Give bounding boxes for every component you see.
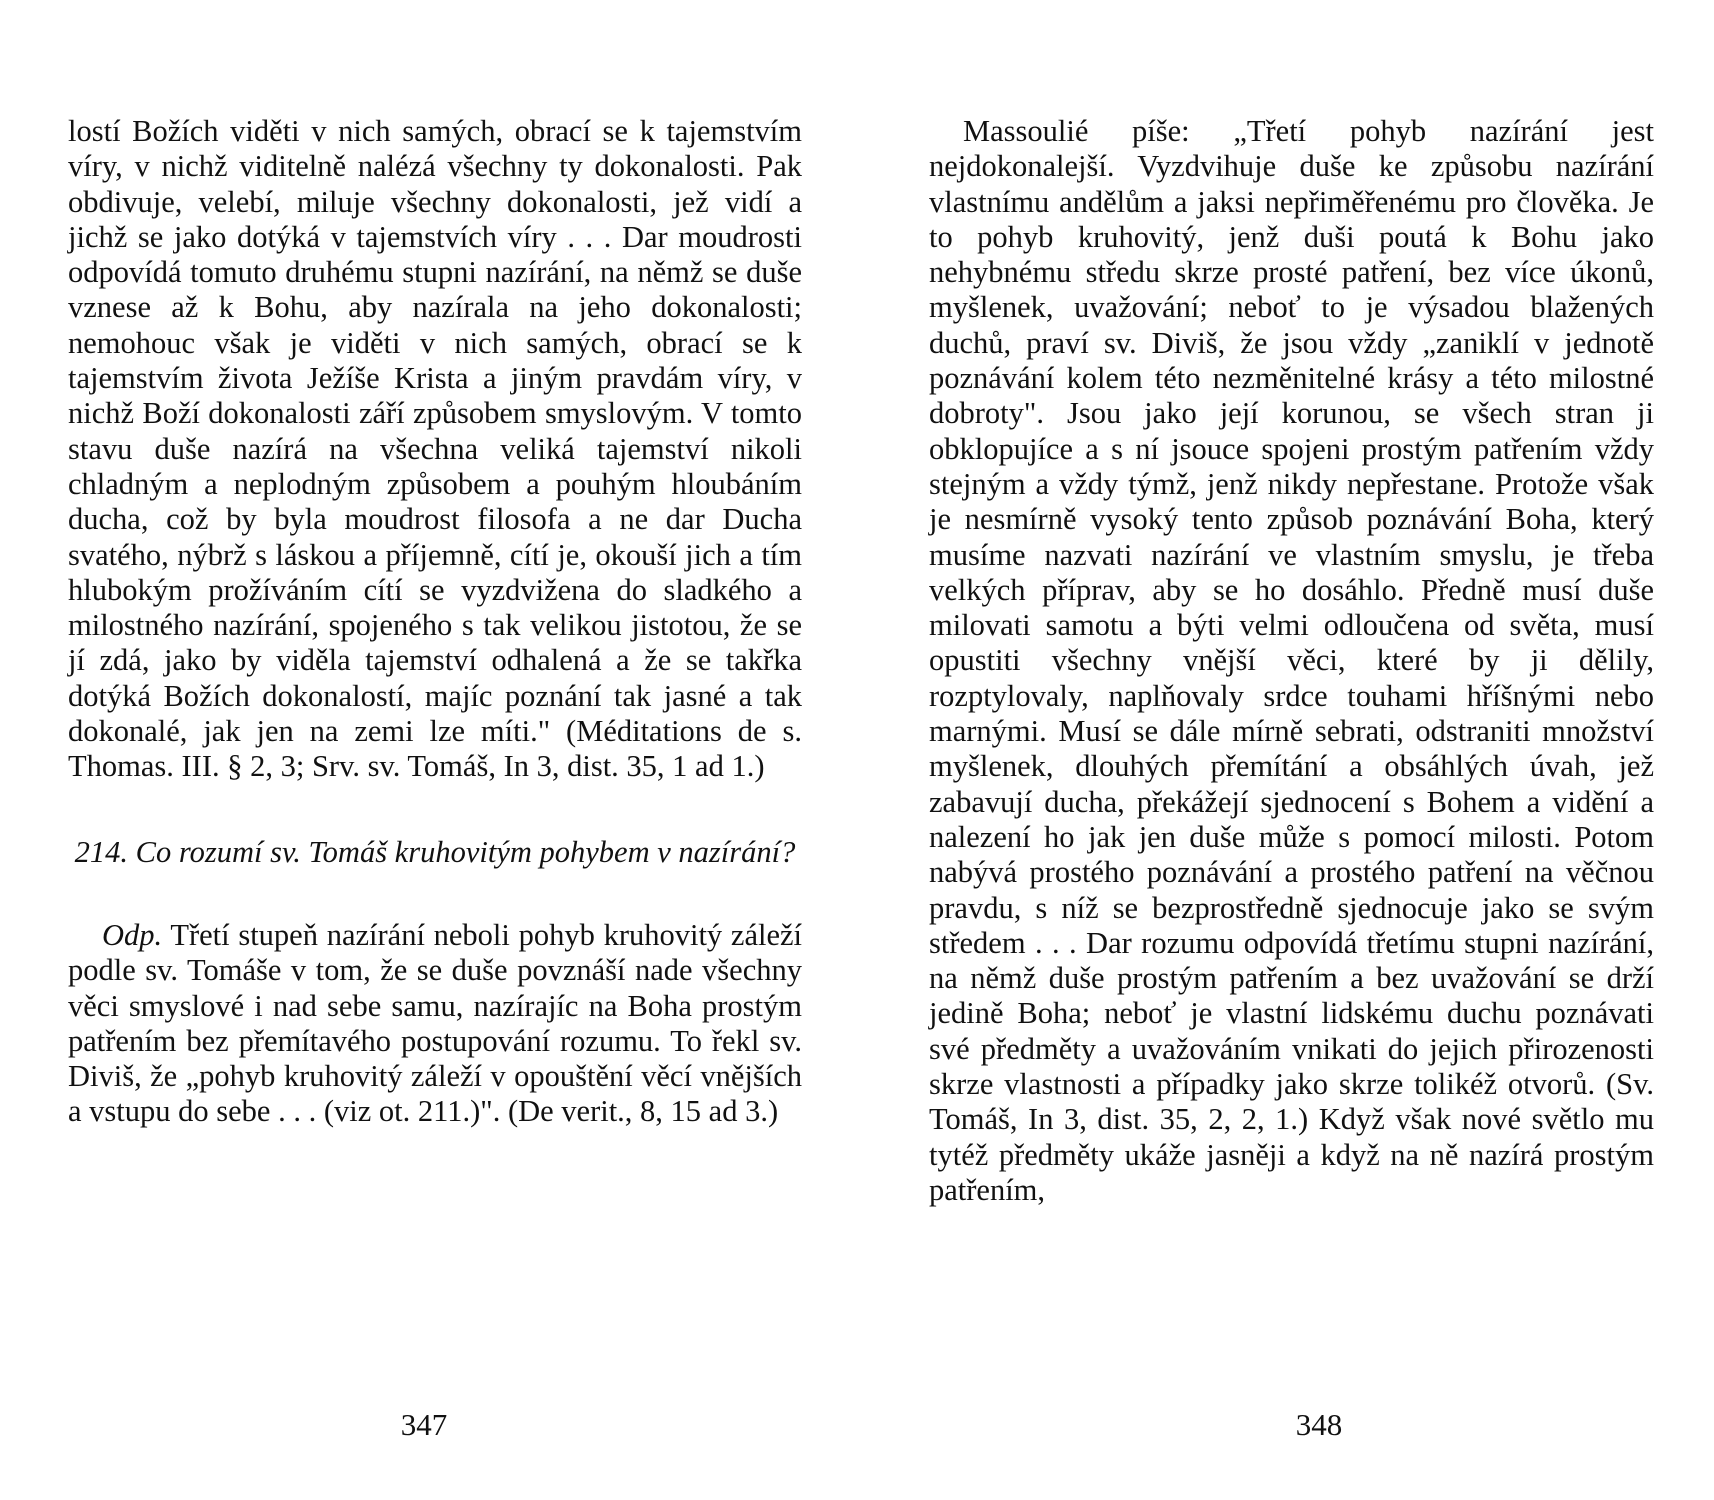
question-heading — [68, 835, 802, 870]
page-number-right: 348 — [1295, 1407, 1343, 1442]
right-page — [857, 0, 1714, 1500]
question-number: 214. — [74, 834, 129, 869]
right-text-column — [929, 114, 1654, 1208]
left-text-column — [68, 114, 802, 1130]
page-number-left: 347 — [400, 1407, 448, 1442]
question-text: Co rozumí sv. Tomáš kruhovitým pohybem v nazírání? — [135, 834, 796, 869]
answer-paragraph — [68, 918, 802, 1130]
answer-label: Odp. — [102, 917, 163, 952]
answer-text: Třetí stupeň nazírání neboli pohyb kruhovitý záleží podle sv. Tomáše v tom, že se duše povznáší nade všechny věci smyslové i nad sebe samu, nazírajíc na Boha prostým patřením bez přemítavého postupování rozumu. To řekl sv. Diviš, že „pohyb kruhovitý záleží v opouštění věcí vnějších a vstupu do sebe . . . (viz ot. 211.)". (De verit., 8, 15 ad 3.) — [68, 917, 803, 1129]
right-paragraph: Massoulié píše: „Třetí pohyb nazírání jest nejdokonalejší. Vyzdvihuje duše ke způsobu nazírání vlastnímu andělům a jaksi nepřiměřenému pro člověka. Je to pohyb kruhovitý, jenž duši poutá k Bohu jako nehybnému středu skrze prosté patření, bez více úkonů, myšlenek, uvažování; neboť to je výsadou blažených duchů, praví sv. Diviš, že jsou vždy „zaniklí v jednotě poznávání kolem této nezměnitelné krásy a této milostné dobroty". Jsou jako její korunou, se všech stran ji obklopujíce a s ní jsouce spojeni prostým patřením vždy stejným a vždy týmž, jenž nikdy nepřestane. Protože však je nesmírně vysoký tento způsob poznávání Boha, který musíme nazvati nazírání ve vlastním smyslu, je třeba velkých příprav, aby se ho dosáhlo. Předně musí duše milovati samotu a býti velmi odloučena od světa, musí opustiti všechny vnější věci, které by ji dělily, rozptylovaly, naplňovaly srdce touhami hříšnými nebo marnými. Musí se dále mírně sebrati, odstraniti množství myšlenek, dlouhých přemítání a obsáhlých úvah, jež zabavují ducha, překážejí sjednocení s Bohem a vidění a nalezení ho jak jen duše může s pomocí milosti. Potom nabývá prostého poznávání a prostého patření na věčnou pravdu, s níž se bezprostředně sjednocuje jako se svým středem . . . Dar rozumu odpovídá třetímu stupni nazírání, na němž duše prostým patřením a bez uvažování se drží jedině Boha; neboť je vlastní lidskému duchu poznávati své předměty a uvažováním vnikati do jejich přirozenosti skrze vlastnosti a případky jako skrze tolikéž otvorů. (Sv. Tomáš, In 3, dist. 35, 2, 2, 1.) Když však nové světlo mu tytéž předměty ukáže jasněji a když na ně nazírá prostým patřením, — [929, 114, 1654, 1207]
left-paragraph-continued: lostí Božích viděti v nich samých, obrací se k tajemstvím víry, v nichž viditelně nalézá všechny ty dokonalosti. Pak obdivuje, velebí, miluje všechny dokonalosti, jež vidí a jichž se jako dotýká v tajemstvích víry . . . Dar moudrosti odpovídá tomuto druhému stupni nazírání, na němž se duše vznese až k Bohu, aby nazírala na jeho dokonalosti; nemohouc však je viděti v nich samých, obrací se k tajemstvím života Ježíše Krista a jiným pravdám víry, v nichž Boží dokonalosti září způsobem smyslovým. V tomto stavu duše nazírá na všechna veliká tajemství nikoli chladným a neplodným způsobem a pouhým hloubáním ducha, což by byla moudrost filosofa a ne dar Ducha svatého, nýbrž s láskou a příjemně, cítí je, okouší jich a tím hlubokým prožíváním cítí se vyzdvižena do sladkého a milostného nazírání, spojeného s tak velikou jistotou, že se jí zdá, jako by viděla tajemství odhalená a že se takřka dotýká Božích dokonalostí, majíc poznání tak jasné a tak dokonalé, jak jen na zemi lze míti." (Méditations de s. Thomas. III. § 2, 3; Srv. sv. Tomáš, In 3, dist. 35, 1 ad 1.) — [68, 114, 802, 784]
